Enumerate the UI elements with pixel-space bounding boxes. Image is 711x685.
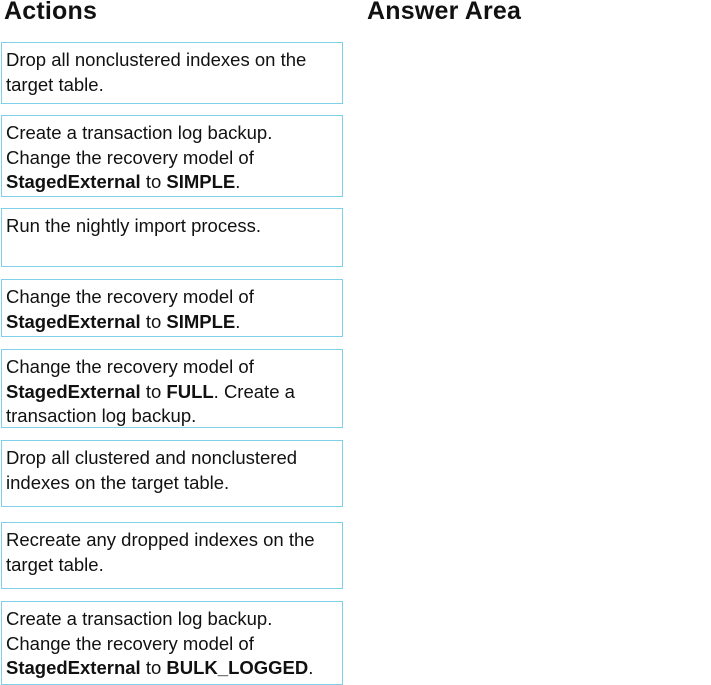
- action-text-bold: FULL: [166, 380, 214, 402]
- action-text: Drop all nonclustered indexes on the target table.: [6, 49, 307, 95]
- action-item[interactable]: [1, 601, 343, 685]
- action-item[interactable]: [1, 279, 343, 337]
- action-text-bold: SIMPLE: [166, 171, 236, 192]
- action-item[interactable]: [1, 208, 343, 267]
- action-text: to: [140, 380, 167, 402]
- action-text-bold: BULK_LOGGED: [166, 657, 309, 678]
- action-text: Run the nightly import process.: [6, 215, 262, 236]
- action-text-bold: StagedExternal: [6, 310, 141, 332]
- action-text-bold: StagedExternal: [6, 657, 141, 678]
- action-text: Create a transaction log backup. Change the recovery model of: [6, 122, 273, 168]
- action-text: Change the recovery model of: [6, 356, 254, 377]
- action-text-bold: StagedExternal: [6, 380, 141, 402]
- action-text: to: [140, 171, 167, 192]
- action-text: . Create a transaction log backup.: [6, 380, 295, 426]
- action-text: to: [140, 657, 167, 678]
- action-text: .: [235, 310, 241, 332]
- action-item[interactable]: [1, 349, 343, 428]
- action-text: .: [235, 171, 241, 192]
- actions-heading: Actions: [4, 0, 98, 25]
- action-item[interactable]: [1, 42, 343, 104]
- answer-area-heading: Answer Area: [367, 0, 522, 25]
- action-item[interactable]: [1, 115, 343, 197]
- action-item[interactable]: [1, 522, 343, 589]
- action-text: Create a transaction log backup. Change the recovery model of: [6, 608, 273, 654]
- action-text-bold: SIMPLE: [166, 310, 236, 332]
- action-text: Recreate any dropped indexes on the target table.: [6, 529, 315, 575]
- answer-area-dropzone[interactable]: [362, 36, 707, 681]
- action-text-bold: StagedExternal: [6, 171, 141, 192]
- action-item[interactable]: [1, 440, 343, 507]
- action-text: .: [308, 657, 314, 678]
- action-text: to: [140, 310, 167, 332]
- action-text: Drop all clustered and nonclustered indexes on the target table.: [6, 447, 298, 493]
- action-text: Change the recovery model of: [6, 286, 254, 307]
